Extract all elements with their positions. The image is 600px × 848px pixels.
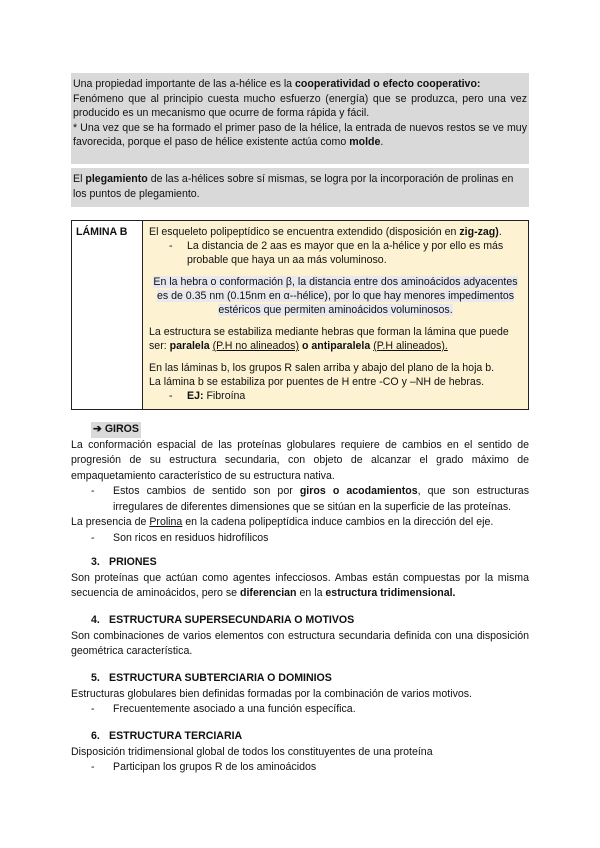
supersecondary-heading: 4. ESTRUCTURA SUPERSECUNDARIA O MOTIVOS bbox=[91, 614, 355, 626]
beta-sheet-stabilization: La estructura se estabiliza mediante hebras que forman la lámina que puede ser: paralela (P.H no alineados) o antiparalela (P.H alineados). bbox=[149, 326, 509, 352]
beta-sheet-h-bonds: La lámina b se estabiliza por puentes de H entre -CO y –NH de hebras. bbox=[149, 376, 485, 388]
beta-sheet-distance-note: En la hebra o conformación β, la distancia entre dos aminoácidos adyacentes es de 0.35 nm (0.15nm en α--hélice), por lo que hay menores impedimentos estéricos que permiten aminoácidos voluminosos. bbox=[153, 276, 518, 316]
beta-sheet-bullet: - La distancia de 2 aas es mayor que en la a-hélice y por ello es más probable que haya un aa más voluminoso. bbox=[169, 240, 504, 266]
beta-sheet-label: LÁMINA B bbox=[72, 221, 143, 410]
turns-section bbox=[71, 422, 529, 546]
beta-sheet-intro: El esqueleto polipeptídico se encuentra extendido (disposición en zig-zag). bbox=[149, 226, 502, 238]
subtertiary-heading: 5. ESTRUCTURA SUBTERCIARIA O DOMINIOS bbox=[91, 672, 332, 684]
subtertiary-bullet: - Frecuentemente asociado a una función específica. bbox=[91, 703, 356, 715]
cooperativity-detail: * Una vez que se ha formado el primer paso de la hélice, la entrada de nuevos restos se ve muy favorecida, porque el paso de hélice existente actúa como molde. bbox=[73, 121, 527, 149]
supersecondary-paragraph: Son combinaciones de varios elementos con estructura secundaria definida con una disposición geométrica característica. bbox=[71, 629, 529, 657]
prions-heading: 3. PRIONES bbox=[91, 556, 157, 568]
folding-note-text: El plegamiento de las a-hélices sobre sí mismas, se logra por la incorporación de prolinas en los puntos de plegamiento. bbox=[73, 173, 514, 200]
beta-sheet-content bbox=[143, 221, 529, 410]
beta-sheet-example: - EJ: Fibroína bbox=[169, 390, 246, 402]
turns-bullet-1: - Estos cambios de sentido son por giros o acodamientos, que son estructuras irregulares de diferentes dimensiones que se sitúan en la superficie de las proteínas. bbox=[91, 485, 529, 513]
prions-section bbox=[71, 555, 529, 602]
tertiary-paragraph: Disposición tridimensional global de todos los constituyentes de una proteína bbox=[71, 745, 433, 758]
tertiary-bullet: - Participan los grupos R de los aminoácidos bbox=[91, 761, 317, 773]
cooperativity-definition: Fenómeno que al principio cuesta mucho esfuerzo (energía) que se produzca, pero una vez producido es un mecanismo que ocurre de forma rápida y fácil. bbox=[73, 92, 527, 120]
beta-sheet-table bbox=[71, 220, 529, 410]
tertiary-heading: 6. ESTRUCTURA TERCIARIA bbox=[91, 730, 243, 742]
turns-bullet-2: - Son ricos en residuos hidrofílicos bbox=[91, 531, 269, 544]
subtertiary-section bbox=[71, 671, 529, 718]
turns-paragraph: La conformación espacial de las proteínas globulares requiere de cambios en el sentido de progresión de su estructura secundaria, con objeto de alcanzar el grado máximo de empaquetamiento característico de su estructura nativa. bbox=[71, 438, 529, 482]
subtertiary-paragraph: Estructuras globulares bien definidas formadas por la combinación de varios motivos. bbox=[71, 687, 473, 700]
cooperativity-intro: Una propiedad importante de las a-hélice es la cooperatividad o efecto cooperativo: bbox=[73, 78, 481, 90]
cooperativity-note-box bbox=[71, 73, 529, 164]
supersecondary-section bbox=[71, 613, 529, 660]
prions-paragraph: Son proteínas que actúan como agentes infecciosos. Ambas están compuestas por la misma secuencia de aminoácidos, pero se diferencian en la estructura tridimensional. bbox=[71, 571, 529, 599]
proline-paragraph: La presencia de Prolina en la cadena polipeptídica induce cambios en la dirección del eje. bbox=[71, 516, 494, 528]
turns-heading: ➔ GIROS bbox=[91, 422, 141, 438]
tertiary-section bbox=[71, 729, 529, 776]
folding-note-box bbox=[71, 168, 529, 207]
beta-sheet-r-groups: En las láminas b, los grupos R salen arriba y abajo del plano de la hoja b. bbox=[149, 362, 495, 374]
